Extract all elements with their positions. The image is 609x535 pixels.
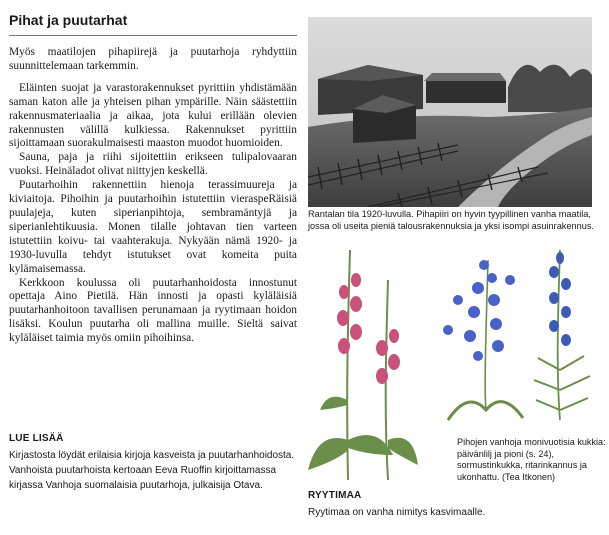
read-more-text: Kirjastosta löydät erilaisia kirjoja kasveista ja puutarhanhoidosta. Vanhoista puutarhoista kertoaan Eeva Ruoffin kirjoittamassa kirjassa Vanhoja suomalaisia puutarhoja, julkaisija Otava. xyxy=(9,450,295,492)
title-divider xyxy=(9,35,297,36)
paragraph-intro: Myös maatilojen pihapiirejä ja puutarhoja ryhdyttiin suunnittelemaan tarkemmin. xyxy=(9,46,297,72)
article-body xyxy=(9,46,297,346)
foxglove-icon xyxy=(308,250,418,480)
paragraph-school: Kerkkoon koulussa oli puutarhanhoidosta innostunut opettaja Aino Pietilä. Hän innosti ja opasti kyläläisiä puutarhanhoitoon tavallisen perunamaan ja ryytimaan hoidon lisäksi. Koulun puutarha oli mallina muille. Sieltä saivat kyläläiset taimia myös omiin pihoihinsa. xyxy=(9,276,297,345)
paragraph-sauna: Sauna, paja ja riihi sijoitettiin erikseen tulipalovaaran vuoksi. Heinäladot olivat niittyjen keskellä. xyxy=(9,151,297,178)
delphinium-icon xyxy=(443,260,523,420)
photo-caption: Rantalan tila 1920-luvulla. Pihapiiri on hyvin tyypillinen vanha maatila, jossa oli useita pieniä talousrakennuksia ja yksi isompi asuinrakennus. xyxy=(308,209,594,231)
farm-photo-illustration xyxy=(308,17,592,207)
paragraph-gardens: Puutarhoihin rakennettiin hienoja terassimuureja ja kiviaitoja. Pihoihin ja puutarhoihin istutettiin vieraspeRäisiä puulajeja, kuten siperianpihtoja, sembramäntyjä ja siperianlehtikuusia. Monen tilalle johtavan tien varteen istutettiin koivu- tai vaahterakuja. Nykyään nämä 1920- ja 1930-luvulla tehdyt istutukset ovat komeita puita kylämaisemassa. xyxy=(9,179,297,275)
aconite-icon xyxy=(534,250,590,420)
paragraph-buildings: Eläinten suojat ja varastorakennukset pyrittiin yhdistämään saman katon alle ja yhteisen pihan ympärille. Näin säästettiin rakennusmateriaalia ja aikaa, jota kului erillään olevien rakennusten välillä kulkiessa. Rakennukset pyrittiin sijoittamaan suorakulmaisesti maaston muodot huomioiden. xyxy=(9,81,297,150)
flower-caption: Pihojen vanhoja monivuotisia kukkia: päivänlilj ja pioni (s. 24), sormustinkukka, ritarinkannus ja ukonhattu. (Tea Itkonen) xyxy=(457,437,606,483)
ryytimaa-text: Ryytimaa on vanha nimitys kasvimaalle. xyxy=(308,507,486,518)
ryytimaa-heading: RYYTIMAA xyxy=(308,490,362,501)
page-title: Pihat ja puutarhat xyxy=(9,12,128,28)
farm-photo xyxy=(308,17,592,207)
read-more-heading: LUE LISÄÄ xyxy=(9,433,64,444)
